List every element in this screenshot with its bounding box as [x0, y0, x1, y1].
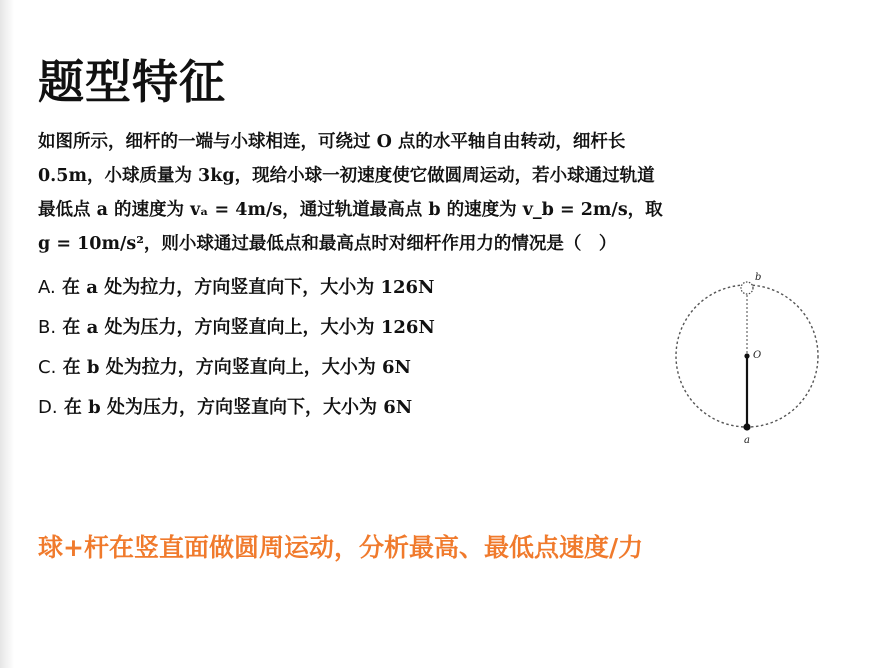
- problem-statement: [38, 125, 838, 261]
- problem-line-1: 如图所示，细杆的一端与小球相连，可绕过 O 点的水平轴自由转动，细杆长: [38, 132, 626, 152]
- slide-edge-shadow: [0, 0, 14, 668]
- option-text: 在 a 处为拉力，方向竖直向下，大小为 126N: [62, 277, 435, 298]
- problem-line-4: g = 10m/s²，则小球通过最低点和最高点时对细杆作用力的情况是（ ）: [38, 234, 617, 254]
- option-text: 在 a 处为压力，方向竖直向上，大小为 126N: [62, 317, 435, 338]
- label-b: b: [755, 272, 762, 283]
- option-letter: A.: [38, 277, 56, 298]
- pivot-o: [744, 353, 749, 358]
- option-b[interactable]: [38, 308, 435, 348]
- option-c[interactable]: [38, 348, 435, 388]
- option-letter: D.: [38, 397, 58, 418]
- problem-line-3: 最低点 a 的速度为 vₐ = 4m/s，通过轨道最高点 b 的速度为 v_b = 2m/s，取: [38, 200, 663, 220]
- circular-motion-diagram: [665, 268, 830, 458]
- ball-top-b: [741, 282, 753, 294]
- problem-line-2: 0.5m，小球质量为 3kg，现给小球一初速度使它做圆周运动，若小球通过轨道: [38, 166, 655, 186]
- answer-options: [38, 268, 435, 428]
- option-a[interactable]: [38, 268, 435, 308]
- option-d[interactable]: [38, 388, 435, 428]
- summary-highlight: 球+杆在竖直面做圆周运动，分析最高、最低点速度/力: [38, 533, 644, 562]
- slide-title: 题型特征: [38, 55, 226, 109]
- ball-bottom-a: [743, 423, 750, 430]
- label-a: a: [744, 435, 750, 446]
- option-letter: C.: [38, 357, 57, 378]
- option-text: 在 b 处为拉力，方向竖直向上，大小为 6N: [62, 357, 411, 378]
- option-text: 在 b 处为压力，方向竖直向下，大小为 6N: [63, 397, 413, 418]
- option-letter: B.: [38, 317, 57, 338]
- label-o: O: [753, 350, 762, 361]
